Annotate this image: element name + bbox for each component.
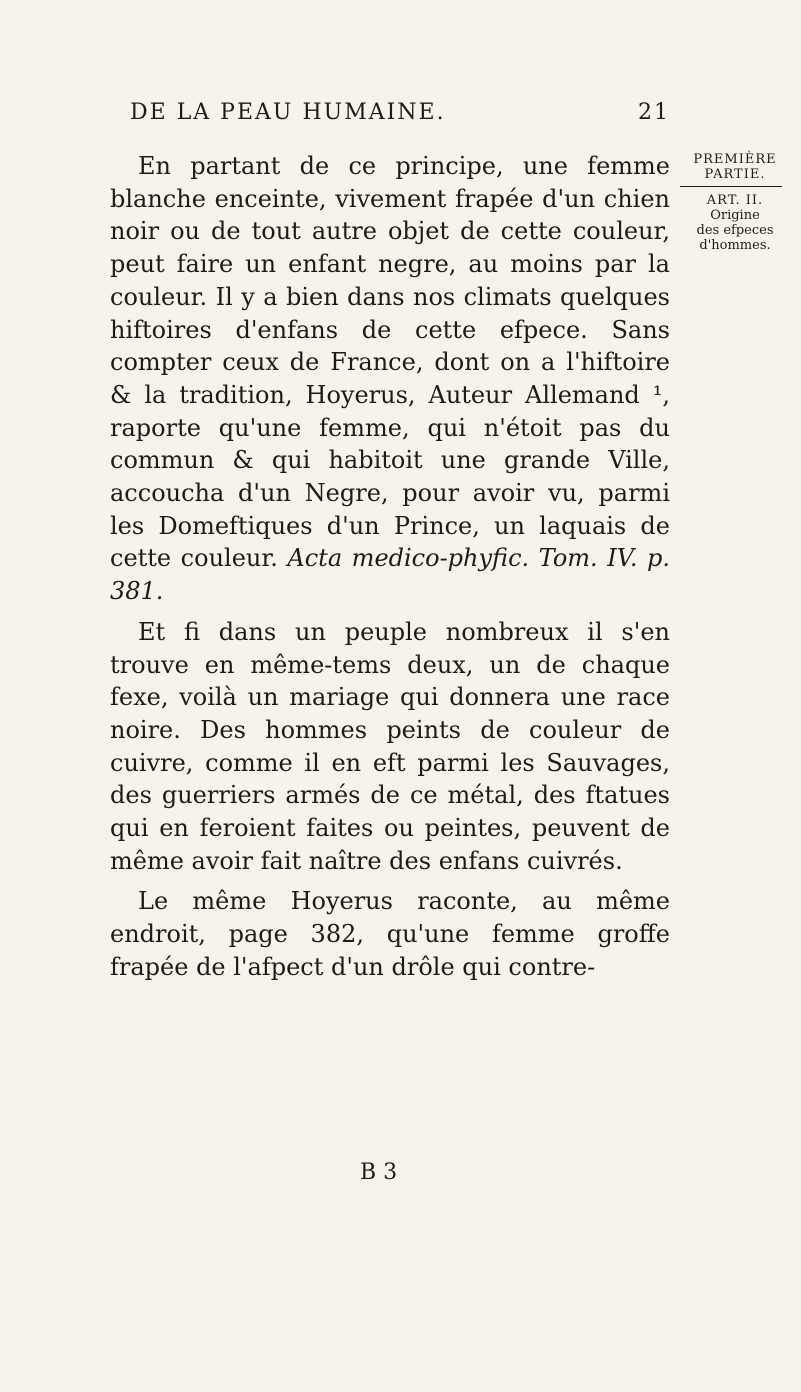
running-head	[130, 100, 670, 125]
running-title: DE LA PEAU HUMAINE.	[130, 100, 446, 125]
margin-line-1: Origine	[710, 208, 760, 223]
paragraph-1	[110, 150, 670, 608]
marginal-note	[680, 152, 790, 253]
margin-line-3: d'hommes.	[699, 238, 771, 253]
margin-rule	[680, 186, 782, 187]
margin-part: PREMIÈRE PARTIE.	[693, 152, 777, 182]
page-number: 21	[638, 100, 670, 125]
margin-line-2: des efpeces	[696, 223, 774, 238]
margin-article: ART. II.	[706, 193, 764, 208]
paragraph-3: Le même Hoyerus raconte, au même endroit, page 382, qu'une femme groffe frapée de l'afpect d'un drôle qui contre-	[110, 887, 670, 981]
paragraph-1-text: En partant de ce principe, une femme blanche enceinte, vivement frapée d'un chien noir ou de tout autre objet de cette couleur, peut faire un enfant negre, au moins par la couleur. Il y a bien dans nos climats quelques hiftoires d'enfans de cette efpece. Sans compter ceux de France, dont on a l'hiftoire & la tradition, Hoyerus, Auteur Allemand ¹, raporte qu'une femme, qui n'étoit pas du commun & qui habitoit une grande Ville, accoucha d'un Negre, pour avoir vu, parmi les Domeftiques d'un Prince, un laquais de cette couleur.	[110, 152, 670, 573]
citation: Acta medico-phyfic. Tom. IV. p. 381.	[110, 544, 671, 606]
signature-mark: B 3	[360, 1160, 398, 1185]
paragraph-2: Et fi dans un peuple nombreux il s'en trouve en même-tems deux, un de chaque fexe, voilà un mariage qui donnera une race noire. Des hommes peints de couleur de cuivre, comme il en eft parmi les Sauvages, des guerriers armés de ce métal, des ftatues qui en feroient faites ou peintes, peuvent de même avoir fait naître des enfans cuivrés.	[110, 617, 670, 875]
main-text	[110, 150, 670, 984]
